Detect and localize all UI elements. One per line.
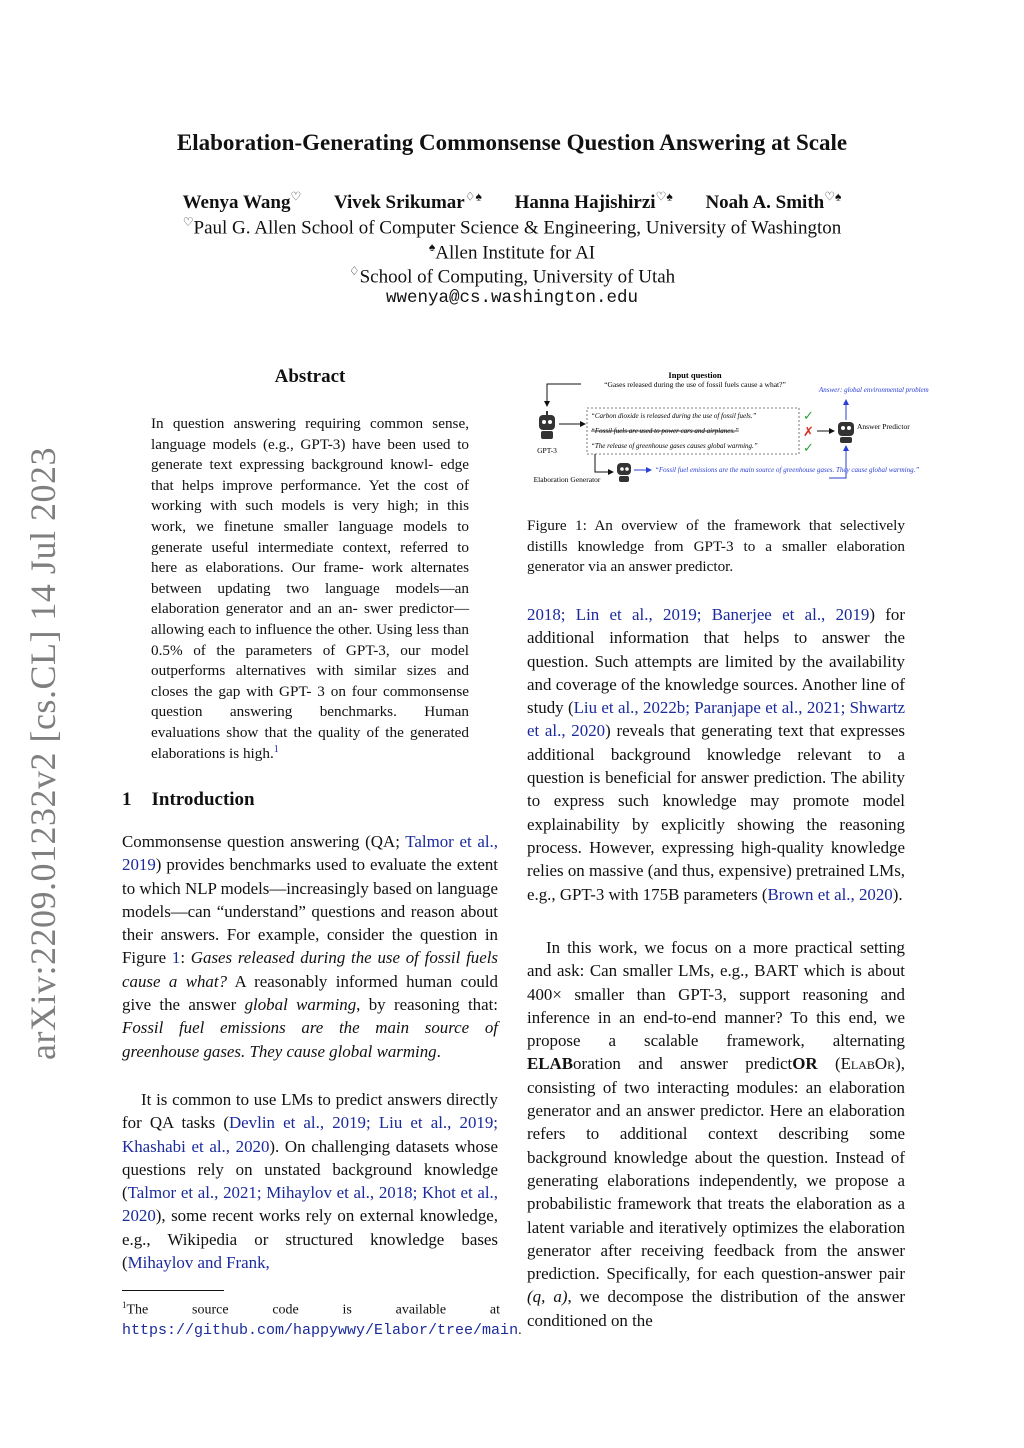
author-list	[0, 190, 1024, 214]
elaboration-text: “Fossil fuels are used to power cars and airplanes.”	[591, 427, 739, 435]
citation-link[interactable]: Liu et al., 2022b; Paranjape et al., 2021; Shwartz et al., 2020	[527, 698, 906, 741]
figure-1-diagram	[527, 366, 929, 506]
elaboration-text: “Carbon dioxide is released during the use of fossil fuels.”	[591, 412, 757, 420]
answer-text: Answer: global environmental problem	[819, 386, 929, 394]
section-heading-introduction: 1 Introduction	[122, 789, 255, 810]
abstract-heading: Abstract	[274, 366, 346, 387]
arxiv-id: arXiv:2209.01232v2 [cs.CL] 14 Jul 2023	[23, 447, 63, 1060]
check-icon: ✓	[803, 441, 814, 456]
right-paragraph-1: 2018; Lin et al., 2019; Banerjee et al., 2019) for additional information that helps to answer the question. Such attempts are limited by the availability and coverage of the knowledge sources. Another line of study (Liu et al., 2022b; Paranjape et al., 2021; Shwartz et al., 2020) reveals that generating text that expresses additional background knowledge relevant to a question is beneficial for answer prediction. The ability to express such knowledge may promote model explainability by explicitly showing the reasoning process. However, expressing high-quality knowledge relies on massive (and thus, expensive) pretrained LMs, e.g., GPT-3 with 175B parameters (Brown et al., 2020).	[527, 605, 906, 904]
citation-link[interactable]: Mihaylov and Frank,	[127, 1253, 270, 1273]
citation-link[interactable]: Brown et al., 2020	[767, 884, 893, 904]
affiliation-uw: ♡Paul G. Allen School of Computer Science & Engineering, University of Washington	[182, 215, 842, 239]
author: Wenya Wang♡	[182, 190, 302, 214]
cross-icon: ✗	[803, 425, 814, 440]
figure-caption: Figure 1: An overview of the framework that selectively distills knowledge from GPT-3 to a smaller elaboration generator via an answer predictor.	[527, 517, 905, 576]
contact-email: wwenya@cs.washington.edu	[385, 288, 639, 308]
predictor-label: Answer Predictor	[857, 422, 910, 431]
citation-link[interactable]: Talmor et al., 2021; Mihaylov et al., 2018; Khot et al., 2020	[122, 1183, 498, 1226]
author: Vivek Srikumar♢♠	[334, 190, 482, 214]
citation-link[interactable]: Devlin et al., 2019; Liu et al., 2019; Khashabi et al., 2020	[122, 1113, 498, 1156]
source-code-link[interactable]: https://github.com/happywwy/Elabor/tree/main	[122, 1321, 519, 1339]
footnote-ref[interactable]: 1	[273, 743, 279, 755]
author: Hanna Hajishirzi♡♠	[514, 190, 673, 214]
input-question-title: Input question	[668, 370, 722, 380]
paper-title: Elaboration-Generating Commonsense Question Answering at Scale	[176, 130, 848, 155]
citation-link[interactable]: 2018; Lin et al., 2019; Banerjee et al., 2019	[527, 605, 870, 624]
robot-predictor-icon	[838, 422, 854, 443]
arrow-question-to-gpt3	[547, 384, 581, 406]
input-question-text: “Gases released during the use of fossil fuels cause a what?”	[604, 380, 786, 389]
affiliation-utah: ♢School of Computing, University of Utah	[348, 264, 676, 288]
arrow-to-generator	[595, 454, 613, 472]
robot-gpt3-icon	[539, 411, 555, 439]
figure-ref-link[interactable]: 1	[171, 948, 181, 968]
author: Noah A. Smith♡♠	[705, 190, 842, 214]
check-icon: ✓	[803, 409, 814, 424]
robot-generator-icon	[617, 463, 631, 482]
right-paragraph-2: In this work, we focus on a more practical setting and ask: Can smaller LMs, e.g., BART which is about 400× smaller than GPT-3, support reasoning and inference in an end-to-end manner? To this end, we propose a scalable framework, alternating ELABoration and answer predictOR (ElabOr), consisting of two interacting modules: an elaboration generator and an answer predictor. Here an elaboration refers to additional context describing some background knowledge about the question. Instead of generating elaborations independently, we propose a probabilistic framework that treats the elaboration as a latent variable and iteratively optimizes the elaboration generator after receiving feedback from the answer prediction. Specifically, for each question-answer pair (q, a), we decompose the distribution of the answer conditioned on the	[527, 938, 905, 1330]
gpt3-label: GPT-3	[537, 446, 557, 455]
citation-link[interactable]: Talmor et al., 2019	[122, 832, 498, 875]
generator-label: Elaboration Generator	[533, 475, 601, 484]
elaboration-text: “The release of greenhouse gases causes global warming.”	[591, 442, 758, 450]
intro-paragraph-2: It is common to use LMs to predict answers directly for QA tasks (Devlin et al., 2019; Liu et al., 2019; Khashabi et al., 2020). On challenging datasets whose questions rely on unstated background knowledge (Talmor et al., 2021; Mihaylov et al., 2018; Khot et al., 2020), some recent works rely on external knowledge, e.g., Wikipedia or structured knowledge bases (Mihaylov and Frank,	[122, 1090, 498, 1273]
intro-paragraph-1: Commonsense question answering (QA; Talmor et al., 2019) provides benchmarks used to evaluate the extent to which NLP models—increasingly based on language models—can “understand” questions and reason about their answers. For example, consider the question in Figure 1: Gases released during the use of fossil fuels cause a what? A reasonably informed human could give the answer global warming, by reasoning that: Fossil fuel emissions are the main source of greenhouse gases. They cause global warming.	[122, 832, 499, 1061]
affiliation-ai2: ♠Allen Institute for AI	[428, 240, 596, 264]
footnote-divider	[122, 1290, 224, 1291]
footnote: $^1$The source code is available at https://github.com/happywwy/Elabor/tree/main.	[122, 1300, 522, 1339]
generated-elaboration: “Fossil fuel emissions are the main source of greenhouse gases. They cause global warming.”	[655, 466, 920, 474]
abstract-body: In question answering requiring common sense, language models (e.g., GPT-3) have been used to generate text expressing background knowl- edge that helps improve performance. Yet the cost of working with such models is very high; in this work, we finetune smaller language models to generate useful intermediate context, referred to here as elaborations. Our frame- work alternates between updating two language models—an elaboration generator and an an- swer predictor—allowing each to influence the other. Using less than 0.5% of the parameters of GPT-3, our model outperforms alternatives with similar sizes and closes the gap with GPT- 3 on four commonsense question answering benchmarks. Human evaluations show that the quality of the generated elaborations is high.$^1$	[151, 415, 470, 762]
